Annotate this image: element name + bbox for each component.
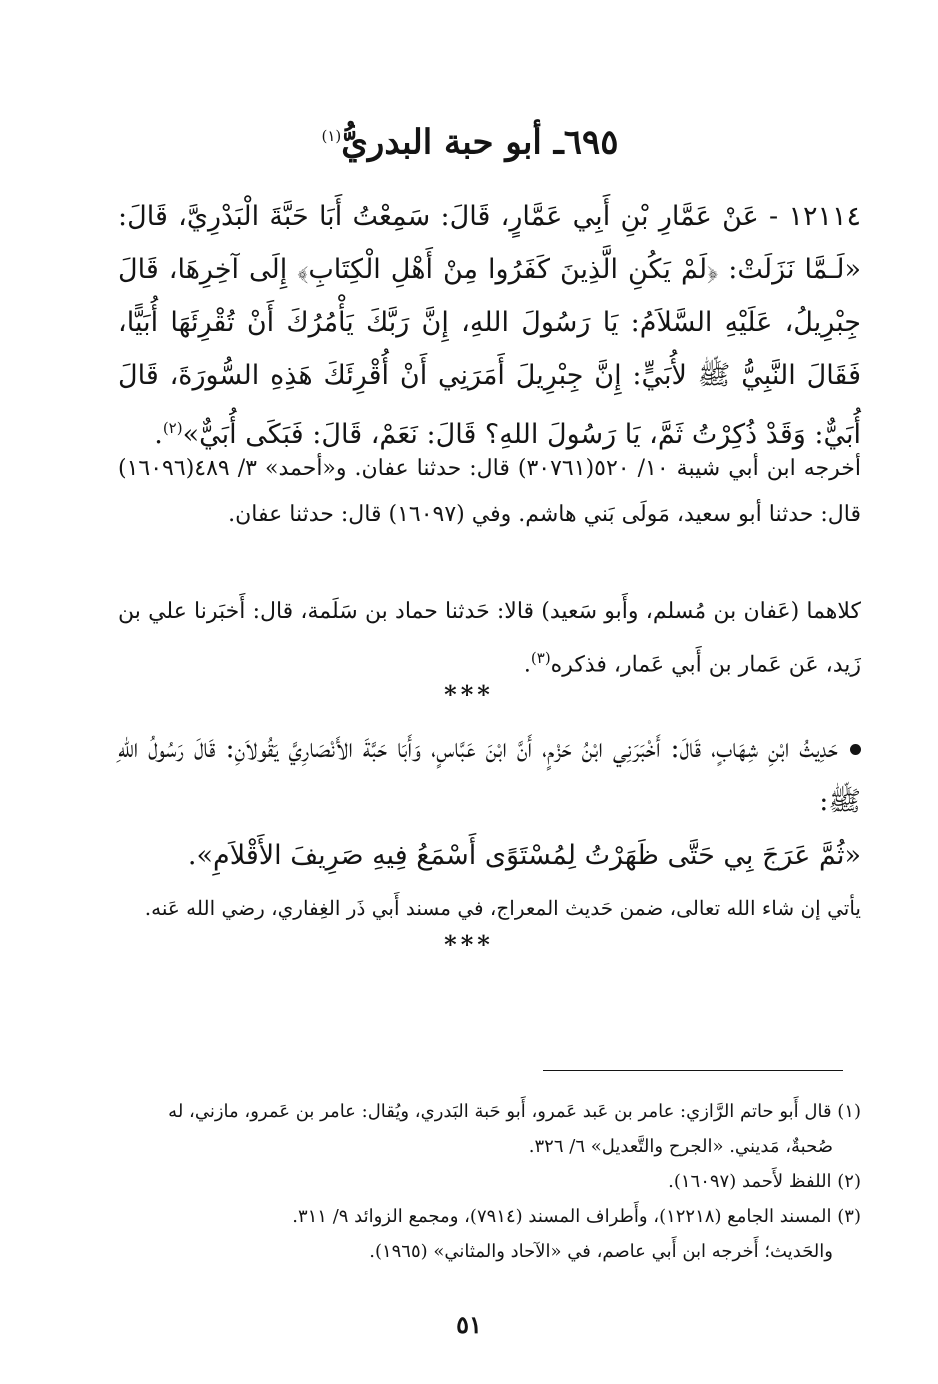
second-hadith-intro bbox=[118, 722, 861, 828]
takhrij-paragraph-2 bbox=[118, 589, 861, 688]
takhrij-text-2: كلاهما (عَفان بن مُسلم، وأَبو سَعيد) قالا: حَدثنا حماد بن سَلَمة، قال: أَخبَرنا علي بن زَيد، عَن عَمار بن أَبي عَمار، فذكره bbox=[118, 599, 861, 678]
footnote-1-line-2: صُحبةٌ، مَديني. «الجرح والتَّعديل» ٦/ ٣٢٦. bbox=[528, 1136, 833, 1157]
hadith-text: ١٢١١٤ - عَنْ عَمَّارِ بْنِ أَبِي عَمَّارٍ، قَالَ: سَمِعْتُ أَبَا حَبَّةَ الْبَدْرِيَّ، قَالَ: «لَـمَّا نَزَلَتْ: ﴿لَمْ يَكُنِ الَّذِينَ كَفَرُوا مِنْ أَهْلِ الْكِتَابِ﴾ إِلَى آخِرِهَا، قَالَ جِبْرِيلُ، عَلَيْهِ السَّلاَمُ: يَا رَسُولَ اللهِ، إِنَّ رَبَّكَ يَأْمُرُكَ أَنْ تُقْرِئَهَا أُبَيًّا، فَقَالَ النَّبِيُّ ﷺ لأُبَيٍّ: إِنَّ جِبْرِيلَ أَمَرَنِي أَنْ أُقْرِئَكَ هَذِهِ السُّورَةَ، قَالَ أُبَيٌّ: وَقَدْ ذُكِرْتُ ثَمَّ، يَا رَسُولَ اللهِ؟ قَالَ: نَعَمْ، قَالَ: فَبَكَى أُبَيٌّ» bbox=[118, 201, 861, 450]
section-separator: *** bbox=[444, 680, 494, 709]
footnotes-list bbox=[118, 1094, 861, 1269]
footnote-1-line-1: (١) قال أَبو حاتم الرَّازي: عامر بن عَبد عَمرو، أَبو حَبة البَدري، ويُقال: عامر بن عَمرو، مازني، له bbox=[168, 1101, 861, 1122]
footnote-3-line-1: (٣) المسند الجامع (١٢٢١٨)، وأَطراف المسند (٧٩١٤)، ومجمع الزوائد ٩/ ٣١١. bbox=[292, 1206, 861, 1227]
footnote-marker-3: (٣) bbox=[530, 649, 551, 667]
second-hadith-quote: «ثُمَّ عَرَجَ بِي حَتَّى ظَهَرْتُ لِمُسْتَوًى أَسْمَعُ فِيهِ صَرِيفَ الأَقْلاَمِ». bbox=[187, 840, 861, 871]
footnote-marker-2: (٢) bbox=[162, 419, 183, 437]
footnote-2: (٢) اللفظ لأَحمد (١٦٠٩٧). bbox=[668, 1171, 861, 1192]
takhrij-end-period: . bbox=[523, 652, 531, 678]
second-hadith-intro-text: حَدِيثُ ابْنِ شِهَابٍ، قَالَ: أَخْبَرَنِي ابْنُ حَزْمٍ، أَنَّ ابْنَ عَبَّاسٍ، وَأَبَا حَبَّةَ الأَنْصَارِيَّ يَقُولاَنِ: قَالَ رَسُولُ اللهِ ﷺ: bbox=[118, 733, 861, 817]
page-title bbox=[120, 108, 820, 170]
section-separator-end: *** bbox=[444, 930, 494, 959]
footnote-divider bbox=[543, 1070, 843, 1071]
takhrij-paragraph-1: أخرجه ابن أبي شيبة ١٠/ ٥٢٠(٣٠٧٦١) قال: حدثنا عفان. و«أحمد» ٣/ ٤٨٩(١٦٠٩٦) قال: حدثنا أبو سعيد، مَولَى بَني هاشم. وفي (١٦٠٩٧) قال: حدثنا عفان. bbox=[118, 456, 862, 527]
cross-reference-note: يأتي إن شاء الله تعالى، ضمن حَديث المعراج، في مسند أَبي ذَر الغِفاري، رضي الله عَنه. bbox=[144, 896, 861, 920]
hadith-paragraph bbox=[118, 190, 861, 461]
footnote-marker-1: (١) bbox=[321, 127, 342, 145]
footnote-3 bbox=[118, 1199, 861, 1269]
title-text: ٦٩٥ـ أبو حبة البدريُّ bbox=[341, 122, 619, 163]
hadith-end-period: . bbox=[154, 419, 163, 450]
footnote-1 bbox=[118, 1094, 861, 1164]
bullet-icon bbox=[850, 744, 861, 755]
footnote-3-line-2: والحَديث؛ أَخرجه ابن أَبي عاصم، في «الآحاد والمثاني» (١٩٦٥). bbox=[369, 1241, 833, 1262]
page-number: ٥١ bbox=[456, 1310, 482, 1339]
